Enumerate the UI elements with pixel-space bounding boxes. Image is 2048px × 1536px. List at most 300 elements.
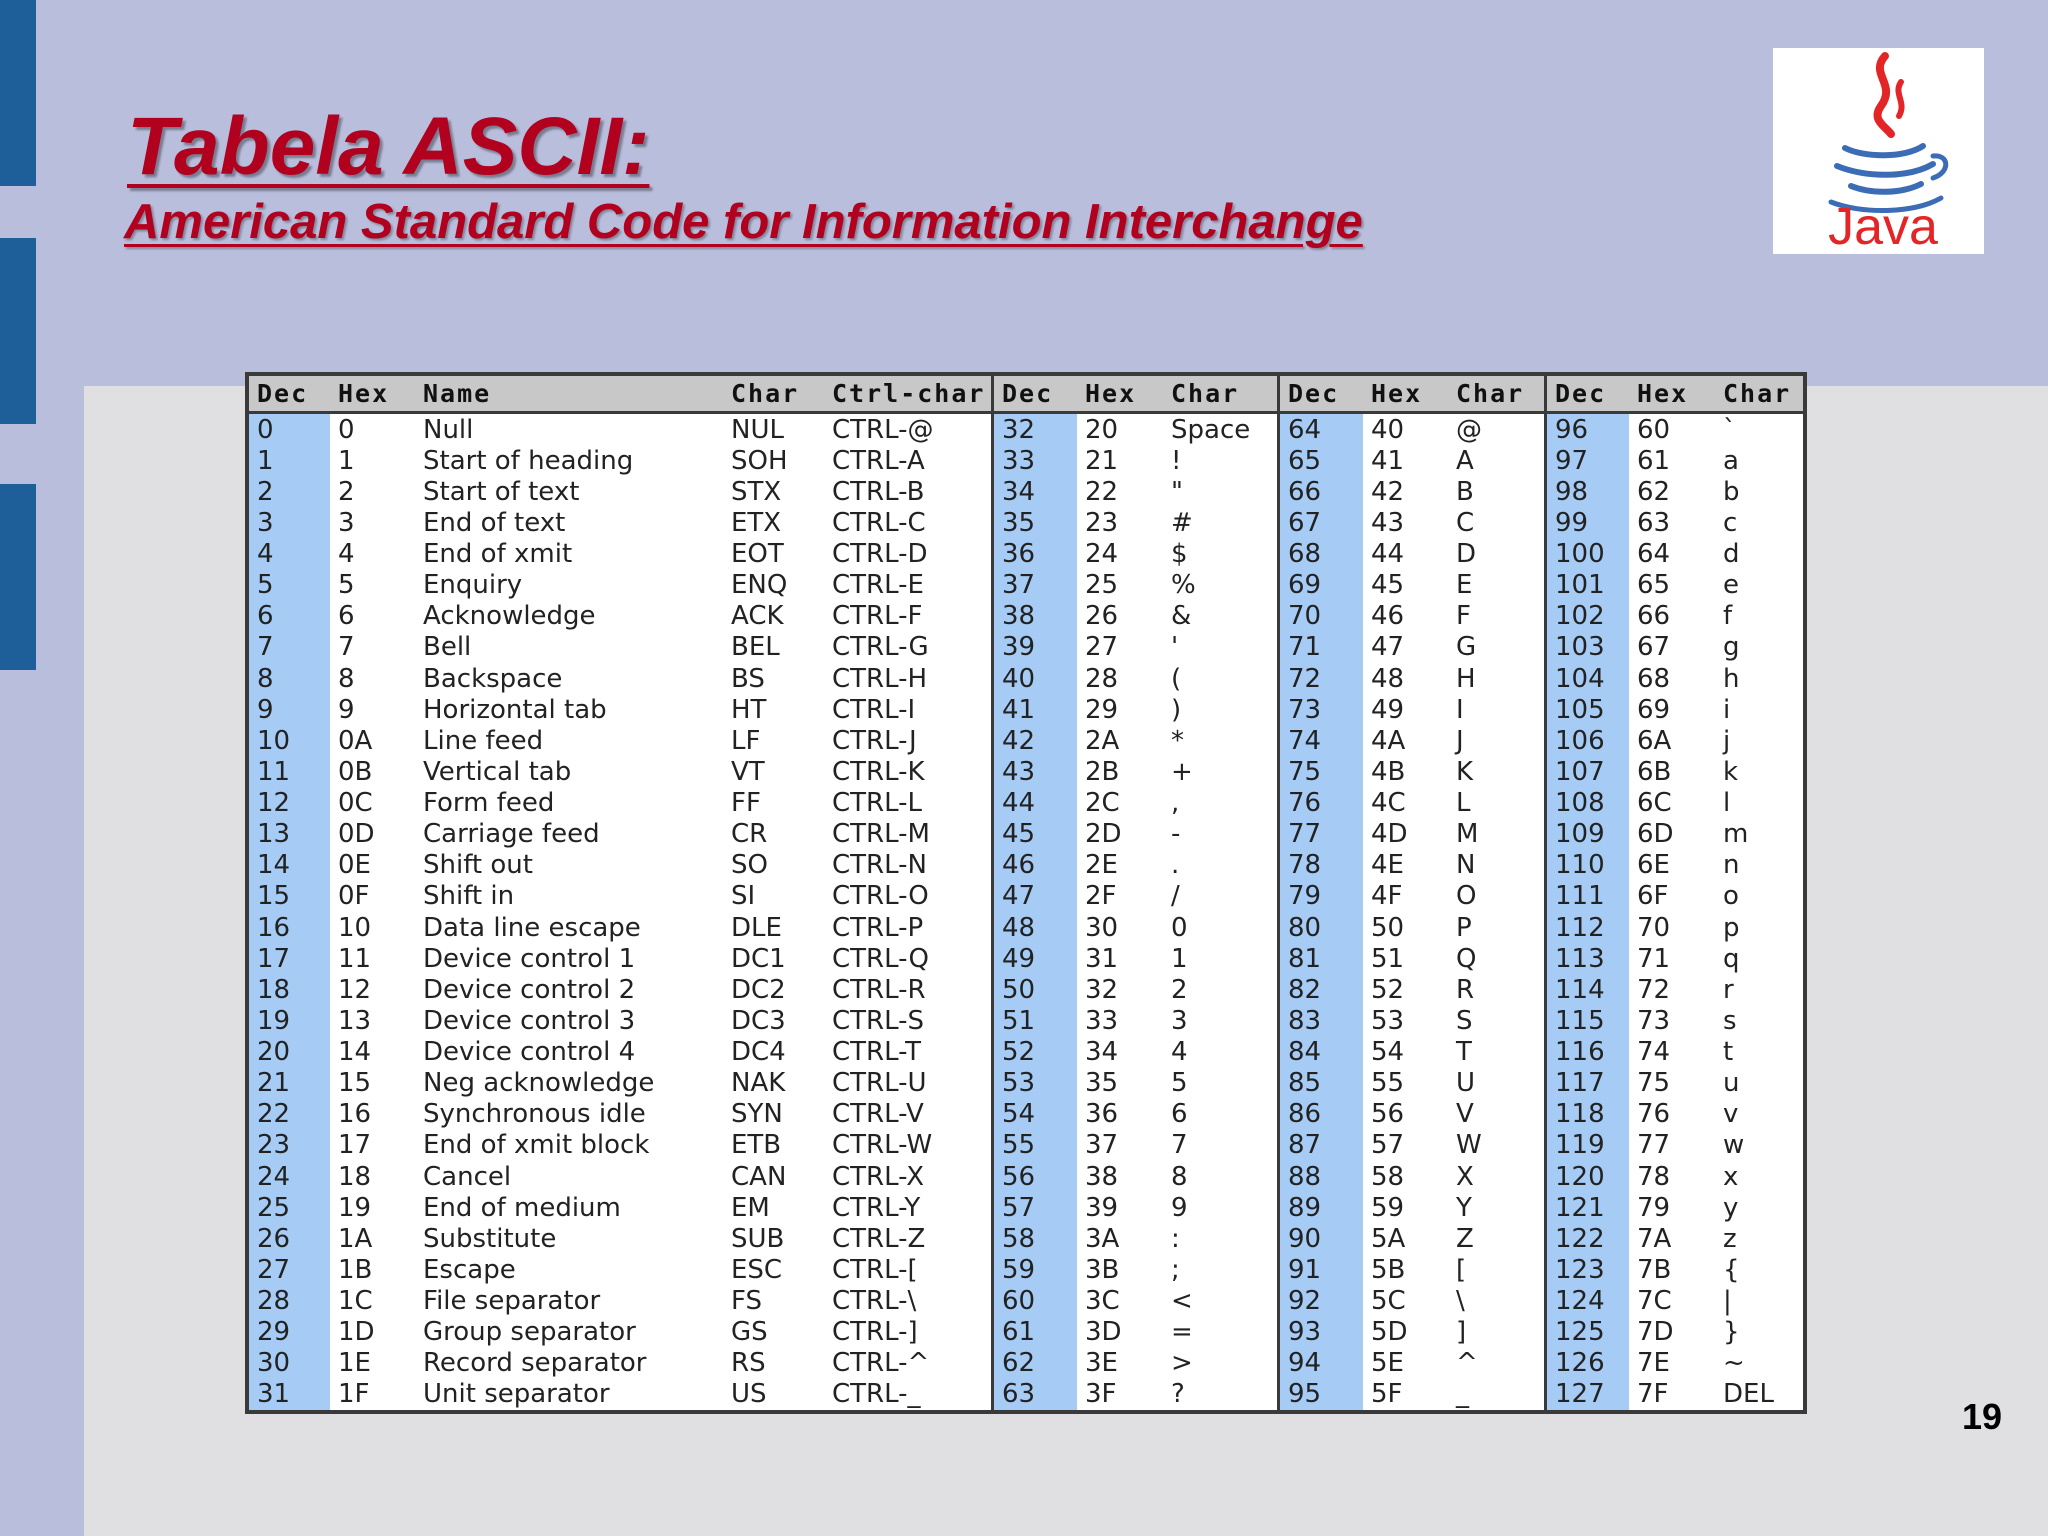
cell-hex: 1C xyxy=(338,1286,373,1317)
table-row xyxy=(249,1379,991,1410)
cell-char: 7 xyxy=(1171,1130,1188,1161)
cell-dec: 14 xyxy=(249,850,330,881)
cell-name: Cancel xyxy=(423,1161,512,1192)
table-row xyxy=(1280,476,1544,507)
cell-char: e xyxy=(1723,570,1739,601)
cell-char: SO xyxy=(731,850,768,881)
cell-char: Z xyxy=(1456,1223,1474,1254)
header-dec: Dec xyxy=(1555,379,1607,408)
cell-dec: 109 xyxy=(1547,819,1629,850)
cell-hex: 26 xyxy=(1085,601,1119,632)
cell-ctrl-char: CTRL-X xyxy=(832,1161,925,1192)
header-hex: Hex xyxy=(338,379,390,408)
cell-dec: 62 xyxy=(994,1348,1077,1379)
cell-dec: 71 xyxy=(1280,632,1363,663)
cell-hex: 79 xyxy=(1637,1192,1671,1223)
cell-hex: 14 xyxy=(338,1037,372,1068)
cell-hex: 44 xyxy=(1371,539,1405,570)
cell-dec: 3 xyxy=(249,507,330,538)
cell-dec: 120 xyxy=(1547,1161,1629,1192)
table-row xyxy=(1547,788,1807,819)
table-row xyxy=(1547,756,1807,787)
cell-char: j xyxy=(1723,725,1731,756)
cell-dec: 24 xyxy=(249,1161,330,1192)
table-row xyxy=(249,1192,991,1223)
cell-name: Unit separator xyxy=(423,1379,610,1410)
cell-char: q xyxy=(1723,943,1740,974)
cell-name: End of medium xyxy=(423,1192,621,1223)
cell-hex: 7E xyxy=(1637,1348,1670,1379)
cell-name: Bell xyxy=(423,632,472,663)
cell-hex: 62 xyxy=(1637,476,1671,507)
cell-hex: 27 xyxy=(1085,632,1119,663)
table-row xyxy=(994,1005,1277,1036)
cell-ctrl-char: CTRL-\ xyxy=(832,1286,917,1317)
cell-char: SUB xyxy=(731,1223,785,1254)
cell-hex: 3 xyxy=(338,507,355,538)
table-row xyxy=(1547,1348,1807,1379)
cell-dec: 97 xyxy=(1547,445,1629,476)
table-row xyxy=(1280,1223,1544,1254)
cell-dec: 64 xyxy=(1280,414,1363,445)
table-row xyxy=(994,694,1277,725)
cell-char: BS xyxy=(731,663,765,694)
cell-dec: 121 xyxy=(1547,1192,1629,1223)
table-header-row xyxy=(249,376,991,414)
cell-hex: 4E xyxy=(1371,850,1404,881)
cell-ctrl-char: CTRL-Z xyxy=(832,1223,926,1254)
cell-char: I xyxy=(1456,694,1464,725)
cell-dec: 35 xyxy=(994,507,1077,538)
cell-dec: 113 xyxy=(1547,943,1629,974)
cell-dec: 49 xyxy=(994,943,1077,974)
cell-hex: 77 xyxy=(1637,1130,1671,1161)
cell-name: Device control 1 xyxy=(423,943,636,974)
cell-hex: 1E xyxy=(338,1348,371,1379)
cell-name: Group separator xyxy=(423,1317,636,1348)
cell-dec: 53 xyxy=(994,1068,1077,1099)
cell-hex: 49 xyxy=(1371,694,1405,725)
cell-ctrl-char: CTRL-A xyxy=(832,445,925,476)
cell-dec: 76 xyxy=(1280,788,1363,819)
cell-hex: 57 xyxy=(1371,1130,1405,1161)
cell-char: , xyxy=(1171,788,1180,819)
table-row xyxy=(1547,1099,1807,1130)
cell-hex: 29 xyxy=(1085,694,1119,725)
cell-hex: 52 xyxy=(1371,974,1405,1005)
cell-dec: 116 xyxy=(1547,1037,1629,1068)
cell-char: u xyxy=(1723,1068,1740,1099)
cell-ctrl-char: CTRL-C xyxy=(832,507,926,538)
java-logo xyxy=(1773,48,1984,254)
cell-char: 6 xyxy=(1171,1099,1188,1130)
cell-char: } xyxy=(1723,1317,1740,1348)
cell-dec: 100 xyxy=(1547,539,1629,570)
table-row xyxy=(1547,539,1807,570)
cell-dec: 38 xyxy=(994,601,1077,632)
cell-char: V xyxy=(1456,1099,1474,1130)
cell-char: r xyxy=(1723,974,1734,1005)
cell-hex: 78 xyxy=(1637,1161,1671,1192)
cell-char: l xyxy=(1723,788,1731,819)
cell-hex: 73 xyxy=(1637,1005,1671,1036)
cell-char: h xyxy=(1723,663,1740,694)
table-row xyxy=(1280,1037,1544,1068)
cell-dec: 77 xyxy=(1280,819,1363,850)
cell-char: FS xyxy=(731,1286,763,1317)
cell-dec: 81 xyxy=(1280,943,1363,974)
cell-dec: 22 xyxy=(249,1099,330,1130)
cell-char: NAK xyxy=(731,1068,786,1099)
cell-dec: 45 xyxy=(994,819,1077,850)
cell-char: E xyxy=(1456,570,1473,601)
table-group-64-95 xyxy=(1277,376,1544,1410)
table-row xyxy=(1280,974,1544,1005)
cell-dec: 70 xyxy=(1280,601,1363,632)
cell-dec: 8 xyxy=(249,663,330,694)
cell-ctrl-char: CTRL-L xyxy=(832,788,922,819)
table-row xyxy=(994,1099,1277,1130)
table-row xyxy=(249,1068,991,1099)
cell-dec: 93 xyxy=(1280,1317,1363,1348)
cell-hex: 6F xyxy=(1637,881,1669,912)
cell-dec: 106 xyxy=(1547,725,1629,756)
table-row xyxy=(249,881,991,912)
table-row xyxy=(1280,1317,1544,1348)
table-row xyxy=(249,1099,991,1130)
cell-name: Record separator xyxy=(423,1348,647,1379)
cell-dec: 47 xyxy=(994,881,1077,912)
table-row xyxy=(1280,850,1544,881)
table-row xyxy=(249,1317,991,1348)
accent-bar-2 xyxy=(0,238,36,424)
table-row xyxy=(994,1223,1277,1254)
cell-char: i xyxy=(1723,694,1731,725)
table-row xyxy=(1280,1379,1544,1410)
cell-hex: 2E xyxy=(1085,850,1118,881)
cell-hex: 71 xyxy=(1637,943,1671,974)
cell-char: S xyxy=(1456,1005,1473,1036)
cell-name: Line feed xyxy=(423,725,544,756)
cell-name: Horizontal tab xyxy=(423,694,607,725)
cell-dec: 9 xyxy=(249,694,330,725)
cell-hex: 6C xyxy=(1637,788,1672,819)
cell-char: ~ xyxy=(1723,1348,1745,1379)
cell-hex: 35 xyxy=(1085,1068,1119,1099)
cell-char: " xyxy=(1171,476,1183,507)
cell-char: s xyxy=(1723,1005,1737,1036)
cell-char: w xyxy=(1723,1130,1745,1161)
cell-dec: 31 xyxy=(249,1379,330,1410)
cell-dec: 25 xyxy=(249,1192,330,1223)
cell-dec: 127 xyxy=(1547,1379,1629,1410)
table-row xyxy=(1547,507,1807,538)
cell-hex: 4 xyxy=(338,539,355,570)
cell-dec: 44 xyxy=(994,788,1077,819)
cell-char: FF xyxy=(731,788,761,819)
cell-hex: 13 xyxy=(338,1005,372,1036)
cell-hex: 63 xyxy=(1637,507,1671,538)
cell-dec: 33 xyxy=(994,445,1077,476)
cell-hex: 76 xyxy=(1637,1099,1671,1130)
cell-hex: 65 xyxy=(1637,570,1671,601)
cell-dec: 111 xyxy=(1547,881,1629,912)
cell-hex: 21 xyxy=(1085,445,1119,476)
cell-hex: 7F xyxy=(1637,1379,1669,1410)
table-row xyxy=(1280,663,1544,694)
cell-dec: 32 xyxy=(994,414,1077,445)
table-row xyxy=(994,539,1277,570)
table-row xyxy=(1280,725,1544,756)
cell-hex: 28 xyxy=(1085,663,1119,694)
table-row xyxy=(249,943,991,974)
table-row xyxy=(1280,570,1544,601)
cell-hex: 1B xyxy=(338,1254,373,1285)
cell-hex: 7A xyxy=(1637,1223,1672,1254)
cell-char: [ xyxy=(1456,1254,1467,1285)
cell-char: m xyxy=(1723,819,1749,850)
cell-dec: 69 xyxy=(1280,570,1363,601)
cell-dec: 92 xyxy=(1280,1286,1363,1317)
cell-dec: 57 xyxy=(994,1192,1077,1223)
cell-char: ' xyxy=(1171,632,1179,663)
cell-name: Carriage feed xyxy=(423,819,600,850)
cell-dec: 52 xyxy=(994,1037,1077,1068)
cell-hex: 60 xyxy=(1637,414,1671,445)
cell-char: o xyxy=(1723,881,1739,912)
cell-char: ESC xyxy=(731,1254,783,1285)
java-logo-text: Java xyxy=(1828,198,1938,254)
cell-hex: 32 xyxy=(1085,974,1119,1005)
table-header-row xyxy=(1547,376,1807,414)
cell-name: Substitute xyxy=(423,1223,557,1254)
table-row xyxy=(249,1005,991,1036)
cell-name: End of text xyxy=(423,507,566,538)
cell-char: 2 xyxy=(1171,974,1188,1005)
cell-char: 8 xyxy=(1171,1161,1188,1192)
table-row xyxy=(1280,943,1544,974)
accent-bar-1 xyxy=(0,0,36,186)
cell-char: n xyxy=(1723,850,1740,881)
cell-char: ` xyxy=(1723,414,1736,445)
cell-dec: 54 xyxy=(994,1099,1077,1130)
cell-name: Backspace xyxy=(423,663,563,694)
cell-char: + xyxy=(1171,756,1193,787)
cell-char: . xyxy=(1171,850,1180,881)
cell-char: B xyxy=(1456,476,1474,507)
cell-char: VT xyxy=(731,756,765,787)
cell-hex: 5 xyxy=(338,570,355,601)
cell-dec: 78 xyxy=(1280,850,1363,881)
table-row xyxy=(1280,756,1544,787)
cell-dec: 126 xyxy=(1547,1348,1629,1379)
cell-char: RS xyxy=(731,1348,766,1379)
cell-hex: 47 xyxy=(1371,632,1405,663)
cell-hex: 40 xyxy=(1371,414,1405,445)
table-row xyxy=(1547,1037,1807,1068)
cell-hex: 31 xyxy=(1085,943,1119,974)
table-row xyxy=(249,601,991,632)
cell-char: CR xyxy=(731,819,768,850)
table-row xyxy=(1547,632,1807,663)
cell-dec: 34 xyxy=(994,476,1077,507)
cell-dec: 50 xyxy=(994,974,1077,1005)
cell-hex: 4F xyxy=(1371,881,1403,912)
cell-ctrl-char: CTRL-B xyxy=(832,476,925,507)
cell-ctrl-char: CTRL-T xyxy=(832,1037,922,1068)
header-char: Char xyxy=(1456,379,1525,408)
cell-dec: 103 xyxy=(1547,632,1629,663)
cell-char: ! xyxy=(1171,445,1182,476)
table-row xyxy=(249,850,991,881)
cell-dec: 118 xyxy=(1547,1099,1629,1130)
table-row xyxy=(249,756,991,787)
table-row xyxy=(1547,819,1807,850)
slide-subtitle: American Standard Code for Information Interchange xyxy=(124,195,1363,249)
cell-name: End of xmit block xyxy=(423,1130,650,1161)
cell-dec: 2 xyxy=(249,476,330,507)
cell-char: J xyxy=(1456,725,1464,756)
cell-name: Enquiry xyxy=(423,570,523,601)
cell-hex: 41 xyxy=(1371,445,1405,476)
cell-char: HT xyxy=(731,694,767,725)
cell-hex: 18 xyxy=(338,1161,372,1192)
cell-char: DLE xyxy=(731,912,782,943)
cell-hex: 7 xyxy=(338,632,355,663)
cell-char: W xyxy=(1456,1130,1482,1161)
table-row xyxy=(249,725,991,756)
cell-char: v xyxy=(1723,1099,1739,1130)
cell-ctrl-char: CTRL-G xyxy=(832,632,929,663)
cell-dec: 51 xyxy=(994,1005,1077,1036)
cell-hex: 2C xyxy=(1085,788,1120,819)
cell-name: Neg acknowledge xyxy=(423,1068,655,1099)
java-coffee-cup-icon xyxy=(1773,48,1984,254)
cell-char: z xyxy=(1723,1223,1737,1254)
cell-dec: 48 xyxy=(994,912,1077,943)
cell-char: N xyxy=(1456,850,1476,881)
cell-hex: 0F xyxy=(338,881,370,912)
cell-hex: 0D xyxy=(338,819,375,850)
cell-dec: 86 xyxy=(1280,1099,1363,1130)
cell-dec: 123 xyxy=(1547,1254,1629,1285)
cell-dec: 63 xyxy=(994,1379,1077,1410)
cell-dec: 28 xyxy=(249,1286,330,1317)
cell-ctrl-char: CTRL-O xyxy=(832,881,929,912)
cell-dec: 37 xyxy=(994,570,1077,601)
table-row xyxy=(1280,507,1544,538)
table-row xyxy=(1280,445,1544,476)
cell-ctrl-char: CTRL-N xyxy=(832,850,927,881)
cell-char: C xyxy=(1456,507,1475,538)
cell-char: < xyxy=(1171,1286,1193,1317)
cell-name: Null xyxy=(423,414,474,445)
cell-dec: 16 xyxy=(249,912,330,943)
cell-char: @ xyxy=(1456,414,1482,445)
cell-char: & xyxy=(1171,601,1192,632)
cell-dec: 7 xyxy=(249,632,330,663)
cell-hex: 9 xyxy=(338,694,355,725)
cell-char: DEL xyxy=(1723,1379,1774,1410)
cell-ctrl-char: CTRL-J xyxy=(832,725,917,756)
cell-char: / xyxy=(1171,881,1180,912)
cell-dec: 30 xyxy=(249,1348,330,1379)
cell-dec: 21 xyxy=(249,1068,330,1099)
cell-hex: 67 xyxy=(1637,632,1671,663)
cell-char: ETX xyxy=(731,507,782,538)
cell-hex: 16 xyxy=(338,1099,372,1130)
table-row xyxy=(994,663,1277,694)
table-row xyxy=(249,632,991,663)
cell-char: p xyxy=(1723,912,1740,943)
table-row xyxy=(249,912,991,943)
table-row xyxy=(994,1192,1277,1223)
cell-hex: 15 xyxy=(338,1068,372,1099)
cell-dec: 102 xyxy=(1547,601,1629,632)
ascii-table xyxy=(245,372,1807,1414)
cell-char: ( xyxy=(1171,663,1182,694)
header-dec: Dec xyxy=(1288,379,1340,408)
cell-char: Y xyxy=(1456,1192,1472,1223)
cell-hex: 69 xyxy=(1637,694,1671,725)
table-group-96-127 xyxy=(1544,376,1807,1410)
table-group-control xyxy=(249,376,991,1410)
cell-hex: 5A xyxy=(1371,1223,1406,1254)
cell-ctrl-char: CTRL-U xyxy=(832,1068,927,1099)
cell-hex: 68 xyxy=(1637,663,1671,694)
table-body-control xyxy=(249,414,991,1410)
cell-hex: 58 xyxy=(1371,1161,1405,1192)
cell-hex: 0E xyxy=(338,850,371,881)
table-group-32-63 xyxy=(991,376,1277,1410)
cell-dec: 95 xyxy=(1280,1379,1363,1410)
cell-char: y xyxy=(1723,1192,1739,1223)
cell-char: 4 xyxy=(1171,1037,1188,1068)
cell-hex: 6E xyxy=(1637,850,1670,881)
cell-char: a xyxy=(1723,445,1739,476)
cell-dec: 112 xyxy=(1547,912,1629,943)
table-row xyxy=(1280,1254,1544,1285)
cell-hex: 1D xyxy=(338,1317,375,1348)
cell-dec: 0 xyxy=(249,414,330,445)
cell-name: Data line escape xyxy=(423,912,641,943)
table-row xyxy=(1280,1192,1544,1223)
table-header-row xyxy=(1280,376,1544,414)
cell-dec: 79 xyxy=(1280,881,1363,912)
cell-hex: 12 xyxy=(338,974,372,1005)
cell-hex: 34 xyxy=(1085,1037,1119,1068)
cell-char: G xyxy=(1456,632,1477,663)
table-row xyxy=(1547,1223,1807,1254)
cell-dec: 90 xyxy=(1280,1223,1363,1254)
table-row xyxy=(1280,912,1544,943)
table-row xyxy=(994,881,1277,912)
cell-char: t xyxy=(1723,1037,1734,1068)
cell-hex: 70 xyxy=(1637,912,1671,943)
table-row xyxy=(249,974,991,1005)
table-row xyxy=(1280,694,1544,725)
cell-char: NUL xyxy=(731,414,784,445)
cell-ctrl-char: CTRL-@ xyxy=(832,414,934,445)
header-char: Char xyxy=(1171,379,1240,408)
header-char: Char xyxy=(731,379,800,408)
cell-char: : xyxy=(1171,1223,1180,1254)
cell-char: _ xyxy=(1456,1379,1469,1410)
table-row xyxy=(1547,1161,1807,1192)
table-row xyxy=(1280,1286,1544,1317)
cell-hex: 30 xyxy=(1085,912,1119,943)
cell-ctrl-char: CTRL-I xyxy=(832,694,916,725)
